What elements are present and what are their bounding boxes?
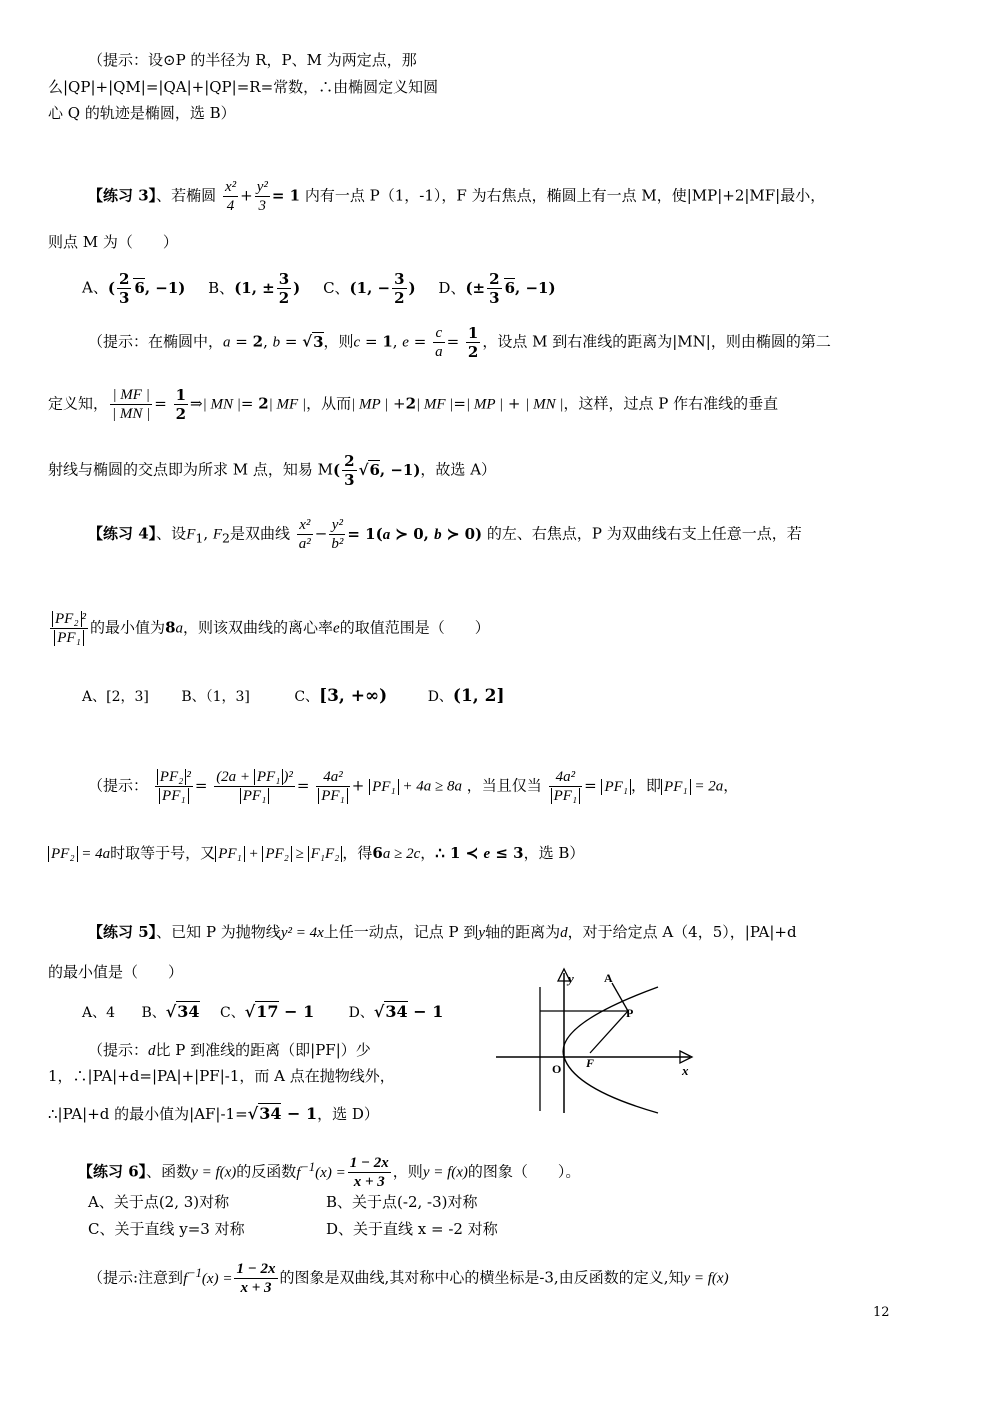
ex3-h2-c: ，这样，过点 P 作右准线的垂直 [563,394,779,413]
ex5-option-d: D、√34 − 1 [348,1002,444,1021]
hyperbola-y-term: $\frac{\text{y²}}{\text{b²}}$ [331,517,344,552]
ellipse-y-term: $\frac{\text{y²}}{3}$ [256,179,268,214]
ex6-text-a: 、函数 [146,1162,192,1181]
ex3-text-a: 、若椭圆 [156,186,217,205]
ex6-option-d-wrap [326,1219,498,1239]
ex4-option-d: D、(1, 2] [427,686,505,706]
exercise-6-title: 【练习 6】 [78,1162,147,1181]
exercise-3-hint-1: （提示：在椭圆中，a = 2, b = √3，则c = 1, e = $\frac{c}{a}$ = $\frac{1}{2}$ ，设点 M 到右准线的距离为|MN|，则由椭圆的第二 [88,324,831,361]
ex6-text-c: ，则 [392,1162,423,1181]
ex4-text-c: 的左、右焦点，P 为双曲线右支上任意一点，若 [486,524,802,543]
ex3-option-b: B、(1, ± $\frac{3}{2}$ ) [208,270,301,307]
ex4-h2-b: ，得 [342,844,373,862]
ex5-h1-b: 比 P 到准线的距离（即|PF|）少 [155,1041,371,1059]
ex4-h1-d: ， [723,776,739,795]
exercise-6-hint-1: （提示:注意到$f^{-1}(x)$ = $\frac{1 - 2x}{x + 3}$ 的图象是双曲线,其对称中心的横坐标是-3,由反函数的定义,知y = f(x) [88,1261,729,1296]
hint-circle-line-3: 心 Q 的轨迹是椭圆，选 B） [48,104,236,122]
exercise-5-options [82,1002,443,1023]
exercise-3-hint-2: 定义知， $\frac{| MF |}{| MN |}$ = $\frac{1}{2}$ ⇒| MN |= 2| MF |，从而| MP | +2| MF |=| MP | + | MN |，这样，过点 P 作右准线的垂直 [48,386,779,423]
ex3-h2-a: 定义知， [48,394,109,413]
ex4-h2-c: ， [420,844,436,862]
exercise-4-title: 【练习 4】 [88,524,157,543]
ex4-h1-a: （提示： [88,776,149,795]
ex4-text-b: 是双曲线 [229,524,290,543]
ex5-text-c: 轴的距离为 [485,923,561,941]
exercise-5-line-2: 的最小值是（ ） [48,963,184,981]
ex5-text-b: 上任一动点，记点 P 到 [323,923,479,941]
ex3-h1-b: ，则 [323,332,354,351]
ex5-option-a: A、4 [82,1005,116,1021]
hint-circle-line-2: 么|QP|+|QM|=|QA|+|QP|=R=常数，∴由椭圆定义知圆 [48,78,439,96]
exercise-5-hint-3: ∴|PA|+d 的最小值为|AF|-1=√34 − 1，选 D） [48,1104,379,1123]
ellipse-x-term: $\frac{\text{x²}}{4}$ [224,179,237,214]
exercise-6-question: 【练习 6】、函数y = f(x)的反函数$f^{-1}(x)$ = $\frac{1 - 2x}{x + 3}$ ，则y = f(x)的图象（ ）。 [78,1155,581,1190]
hint-circle-line-1: （提示：设⊙P 的半径为 R，P、M 为两定点，那 [88,51,417,69]
ex5-text-a: 、已知 P 为抛物线 [156,923,281,941]
exercise-3-line-2: 则点 M 为（ ） [48,233,178,251]
exercise-5-question: 【练习 5】、已知 P 为抛物线y² = 4x上任一动点，记点 P 到y轴的距离为d，对于给定点 A（4，5），|PA|+d [88,923,797,941]
ex6-option-c: C、关于直线 y=3 对称 [88,1220,245,1238]
ex4-l2-a: 的最小值为 [90,618,166,637]
exercise-4-line-2: $\frac{\text{PF₂ ²}}{\text{PF₁}}$ 的最小值为8a，则该双曲线的离心率e的取值范围是（ ） [48,610,490,647]
ex4-l2-c: 的取值范围是（ ） [339,618,490,637]
ex6-option-b: B、关于点(-2, -3)对称 [326,1193,478,1211]
ex6-h1-b: 的图象是双曲线,其对称中心的横坐标是-3,由反函数的定义,知 [279,1268,684,1287]
exercise-3-title: 【练习 3】 [88,186,157,205]
ex5-option-b: B、√34 [141,1002,200,1021]
ex6-option-d: D、关于直线 x = -2 对称 [326,1220,498,1238]
exercise-3-hint-3: 射线与椭圆的交点即为所求 M 点，知易 M( $\frac{2}{3}$ √6, −1)，故选 A） [48,452,497,489]
ex3-option-a: A、( $\frac{2}{3}$ 6, −1) [82,270,186,307]
ex5-h3-b: ，选 D） [317,1105,379,1123]
page-number: 12 [873,1305,890,1320]
segment-pf [590,1011,628,1053]
exercise-5-title: 【练习 5】 [88,923,157,941]
ex5-text-d: ，对于给定点 A（4，5），|PA|+d [567,923,797,941]
ex5-option-c: C、√17 − 1 [220,1002,315,1021]
exercise-4-question: 【练习 4】、设$F_1$, $F_2$是双曲线 $\frac{\text{x²}}{\text{a²}}$ − $\frac{\text{y²}}{\text{b²}}$ = 1(a ≻ 0, b ≻ 0) 的左、右焦点，P 为双曲线右支上任意一点，若 [88,517,802,552]
ex4-h1-b: ，当且仅当 [466,776,542,795]
ex5-h1-a: （提示： [88,1041,149,1059]
ex4-h2-a: 时取等于号，又 [110,844,216,862]
label-f: F [586,1056,595,1070]
ex4-option-b: B、（1，3] [181,689,250,705]
ex3-option-d: D、(± $\frac{2}{3}$ 6, −1) [438,270,556,307]
parabola-curve [563,987,658,1113]
ex6-text-d: 的图象（ ）。 [467,1162,581,1181]
ex3-h3-a: 射线与椭圆的交点即为所求 M 点，知易 M [48,460,334,479]
label-o: O [552,1062,562,1076]
exercise-6-options-row-1 [88,1192,229,1212]
ex3-h1-c: ，设点 M 到右准线的距离为|MN|，则由椭圆的第二 [482,332,831,351]
exercise-6-options-row-2 [88,1219,245,1239]
ex4-l2-e: e [333,620,340,637]
label-y: y [568,971,574,986]
exercise-3-question: 【练习 3】、若椭圆 $\frac{\text{x²}}{4}$ + $\frac{\text{y²}}{3}$ = 1 内有一点 P（1，-1），F 为右焦点，椭圆上有一点 M，使|MP|+2|MF|最小， [88,179,826,214]
ex4-h1-c: ，即 [631,776,662,795]
hyperbola-x-term: $\frac{\text{x²}}{\text{a²}}$ [298,517,311,552]
ex4-option-c: C、[3, +∞) [294,686,388,706]
label-p: P [626,1006,634,1020]
ex3-h1-a: （提示：在椭圆中， [88,332,224,351]
exercise-4-hint-2: PF₂ = 4a时取等于号，又 PF₁ + PF₂ ≥ F₁F₂ ，得6a ≥ 2c，∴ 1 ≺ e ≤ 3，选 B） [48,843,584,864]
ex5-d: d [560,925,568,941]
ex4-option-a: A、[2，3] [82,689,149,705]
ex6-text-b: 的反函数 [236,1162,297,1181]
exercise-3-options [82,270,556,307]
ex3-h3-b: ，故选 A） [420,460,497,479]
label-x: x [682,1063,689,1078]
ex6-h1-a: （提示:注意到 [88,1268,184,1287]
ex4-text-a: 、设 [156,524,187,543]
ex3-h2-b: ，从而 [306,394,352,413]
ex5-h1-d: d [148,1043,156,1059]
ex3-option-c: C、(1, − $\frac{3}{2}$ ) [323,270,416,307]
exercise-5-hint-2: 1，∴|PA|+d=|PA|+|PF|-1，而 A 点在抛物线外， [48,1067,395,1085]
parabola-figure [494,965,702,1115]
exercise-4-hint-1: （提示： $\frac{\text{PF₂ ²}}{\text{PF₁}}$ = $\frac{\text{(2a + PF₁ )²}}{\text{PF₁}}$ = $\frac{\text{4a²}}{\text{PF₁}}$ + PF₁ + 4a ≥ 8a ，当且仅当 $\frac{\text{4a²}}{\text{PF₁}}$ = PF₁ ，即 PF₁ = 2a， [88,769,739,804]
ex3-text-b: 内有一点 P（1，-1），F 为右焦点，椭圆上有一点 M，使|MP|+2|MF|最小， [304,186,826,205]
ex5-h3-a: ∴|PA|+d 的最小值为|AF|-1= [48,1105,248,1123]
label-a: A [604,971,613,985]
ex4-ratio: $\frac{\text{PF₂ ²}}{\text{PF₁}}$ [50,610,88,647]
ex6-option-a: A、关于点(2, 3)对称 [88,1193,230,1211]
exercise-5-hint-1 [88,1040,371,1061]
ex4-l2-b: ，则该双曲线的离心率 [183,618,334,637]
ex6-option-b-wrap [326,1192,478,1212]
ex5-y: y [478,925,486,941]
exercise-4-options [82,686,505,707]
ex4-h2-d: ，选 B） [523,844,585,862]
